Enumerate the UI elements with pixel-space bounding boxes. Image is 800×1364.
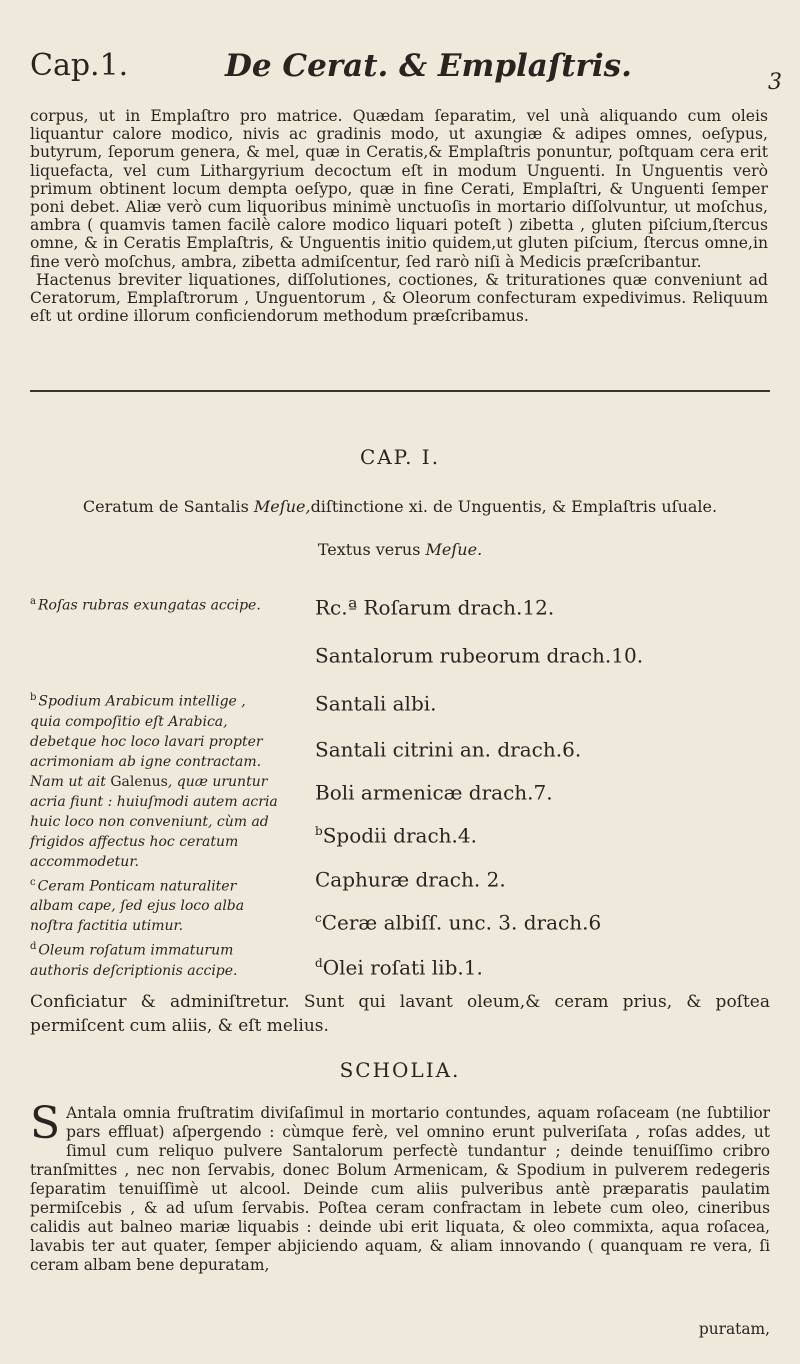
running-header [30,48,782,98]
note-mark-d: d [30,941,37,953]
recipe-text: Boli armenicæ drach.7. [315,780,553,805]
recipe-line [315,686,775,717]
recipe-text: Ceræ albiſſ. unc. 3. drach.6 [321,910,602,935]
scholia-heading: SCHOLIA. [339,1058,461,1082]
recipe-mark: d [315,956,323,970]
subtitle-post: diſtinctione xi. de Unguentis, & Emplaſtris uſuale. [310,497,718,516]
scholia-paragraph: Antala omnia fruſtratim diviſaſimul in mortario contundes, aquam roſaceam (ne ſubtilior pars effluat) aſpergendo : cùmque ferè, vel omnino erunt pulveriſata , roſas addes, ut ſimul cum reliquo pulvere Santalorum perfectè tundantur ; deinde tenuiſſimo cribro tranſmittes , nec non ſervabis, donec Bolum Armenicam, & Spodium in pulverem redegeris ſeparatim tenuiſſimè ut alcool. Deinde cum aliis pulveribus antè præparatis paulatim permiſcebis , & ad uſum ſervabis. Poſtea ceram confractam in lebete cum oleo, cineribus calidis aut balneo mariæ liquabis : deinde ubi erit liquata, & oleo commixta, aqua roſacea, lavabis ter aut quater, ſemper abjiciendo aquam, & aliam innovando ( quanquam re vera, ſi ceram albam bene depuratam, [30,1104,770,1274]
recipe-text: Santali citrini an. drach.6. [315,737,582,762]
note-c-text: Ceram Ponticam naturaliter albam cape, ſed ejus loco alba noſtra factitia utimur. [30,878,245,935]
subtitle-pre: Ceratum de Santalis [82,497,254,516]
margin-note-d [30,937,280,981]
recipe-line [315,905,775,936]
recipe-mark: b [315,824,323,838]
note-mark-c: c [30,876,36,888]
intro-paragraph-2: Hactenus breviter liquationes, diſſolutiones, coctiones, & triturationes quæ conveniunt ad Ceratorum, Emplaſtrorum , Unguentorum , & Oleorum confecturam expedivimus. Reliquum eſt ut ordine illorum conficiendorum methodum præſcribamus. [30,270,768,326]
recipe-line [315,950,775,981]
catchword: puratam, [698,1320,770,1338]
recipe-text: Caphuræ drach. 2. [315,867,506,892]
recipe-line [315,732,775,763]
note-b-part1: Spodium Arabicum intellige , quia compoſitio eſt Arabica, debetque hoc loco lavari propter acrimoniam ab igne contractam. Nam ut ait [30,693,263,790]
recipe-line [315,862,775,893]
margin-notes [30,688,280,982]
running-title: De Cerat. & Emplaſtris. [225,48,632,84]
intro-paragraph-1: corpus, ut in Emplaſtro pro matrice. Quædam ſeparatim, vel unà aliquando cum oleis liquantur calore modico, nivis ac gradinis modo, ut axungiæ & adipes omnes, oeſypus, butyrum, ſeporum genera, & mel, quæ in Ceratis,& Emplaſtris ponuntur, poſtquam cera erit liquefacta, vel cum Lithargyrium decoctum eſt in modum Unguenti. In Unguentis verò primum obtinent locum dempta oeſypo, quæ in fine Cerati, Emplaſtri, & Unguenti ſemper poni debet. Aliæ verò cum liquoribus minimè unctuoſis in mortario diſſolvuntur, ut moſchus, ambra ( quamvis tamen facilè calore modico liquari poteſt ) zibetta , gluten piſcium,ſtercus omne, & in Ceratis Emplaſtris, & Unguentis initio quidem,ut gluten piſcium, ſtercus omne,in fine verò moſchus, ambra, zibetta admiſcentur, ſed rarò niſi à Medicis præſcribantur. [30,107,768,271]
note-mark-b: b [30,692,37,703]
recipe-text: Olei roſati lib.1. [322,955,483,980]
note-b-name: Galenus [110,773,168,790]
recipe-text: Santali albi. [315,691,437,716]
chapter-label: Cap.1. [30,48,129,83]
recipe-mark: c [315,911,322,925]
recipe-line [315,818,775,849]
recipe-text: Spodii drach.4. [322,823,477,848]
drop-cap: S [30,1098,61,1149]
section-divider [30,390,770,392]
recipe-line [315,638,775,669]
recipe-line [315,590,775,621]
textus-author: Meſue. [425,540,483,559]
note-mark-a: a [30,596,36,607]
page-number: 3 [768,70,782,95]
margin-note-b [30,688,280,872]
subtitle-author: Meſue, [253,497,311,516]
recipe-text: Santalorum rubeorum drach.10. [315,643,644,668]
recipe-text: Rc.ª Roſarum drach.12. [315,595,555,620]
margin-note-a [30,592,280,617]
chapter-subtitle [30,497,770,516]
margin-note-c [30,873,280,937]
chapter-heading: CAP. I. [359,445,441,469]
recipe-line [315,775,775,806]
preparation-instruction: Conficiatur & adminiſtretur. Sunt qui lavant oleum,& ceram prius, & poſtea permiſcent cum aliis, & eſt melius. [30,992,770,1036]
note-d-text: Oleum roſatum immaturum authoris deſcriptionis accipe. [30,942,238,979]
note-a-text: Roſas rubras exungatas accipe. [37,597,261,614]
scholia-text [30,1098,770,1275]
intro-text [30,107,768,325]
note-b-part2: , quæ uruntur acria fiunt : huiuſmodi autem acria huic loco non conveniunt, cùm ad frigidos affectus hoc ceratum accommodetur. [30,773,278,870]
textus-line [0,540,800,559]
textus-pre: Textus verus [317,540,426,559]
